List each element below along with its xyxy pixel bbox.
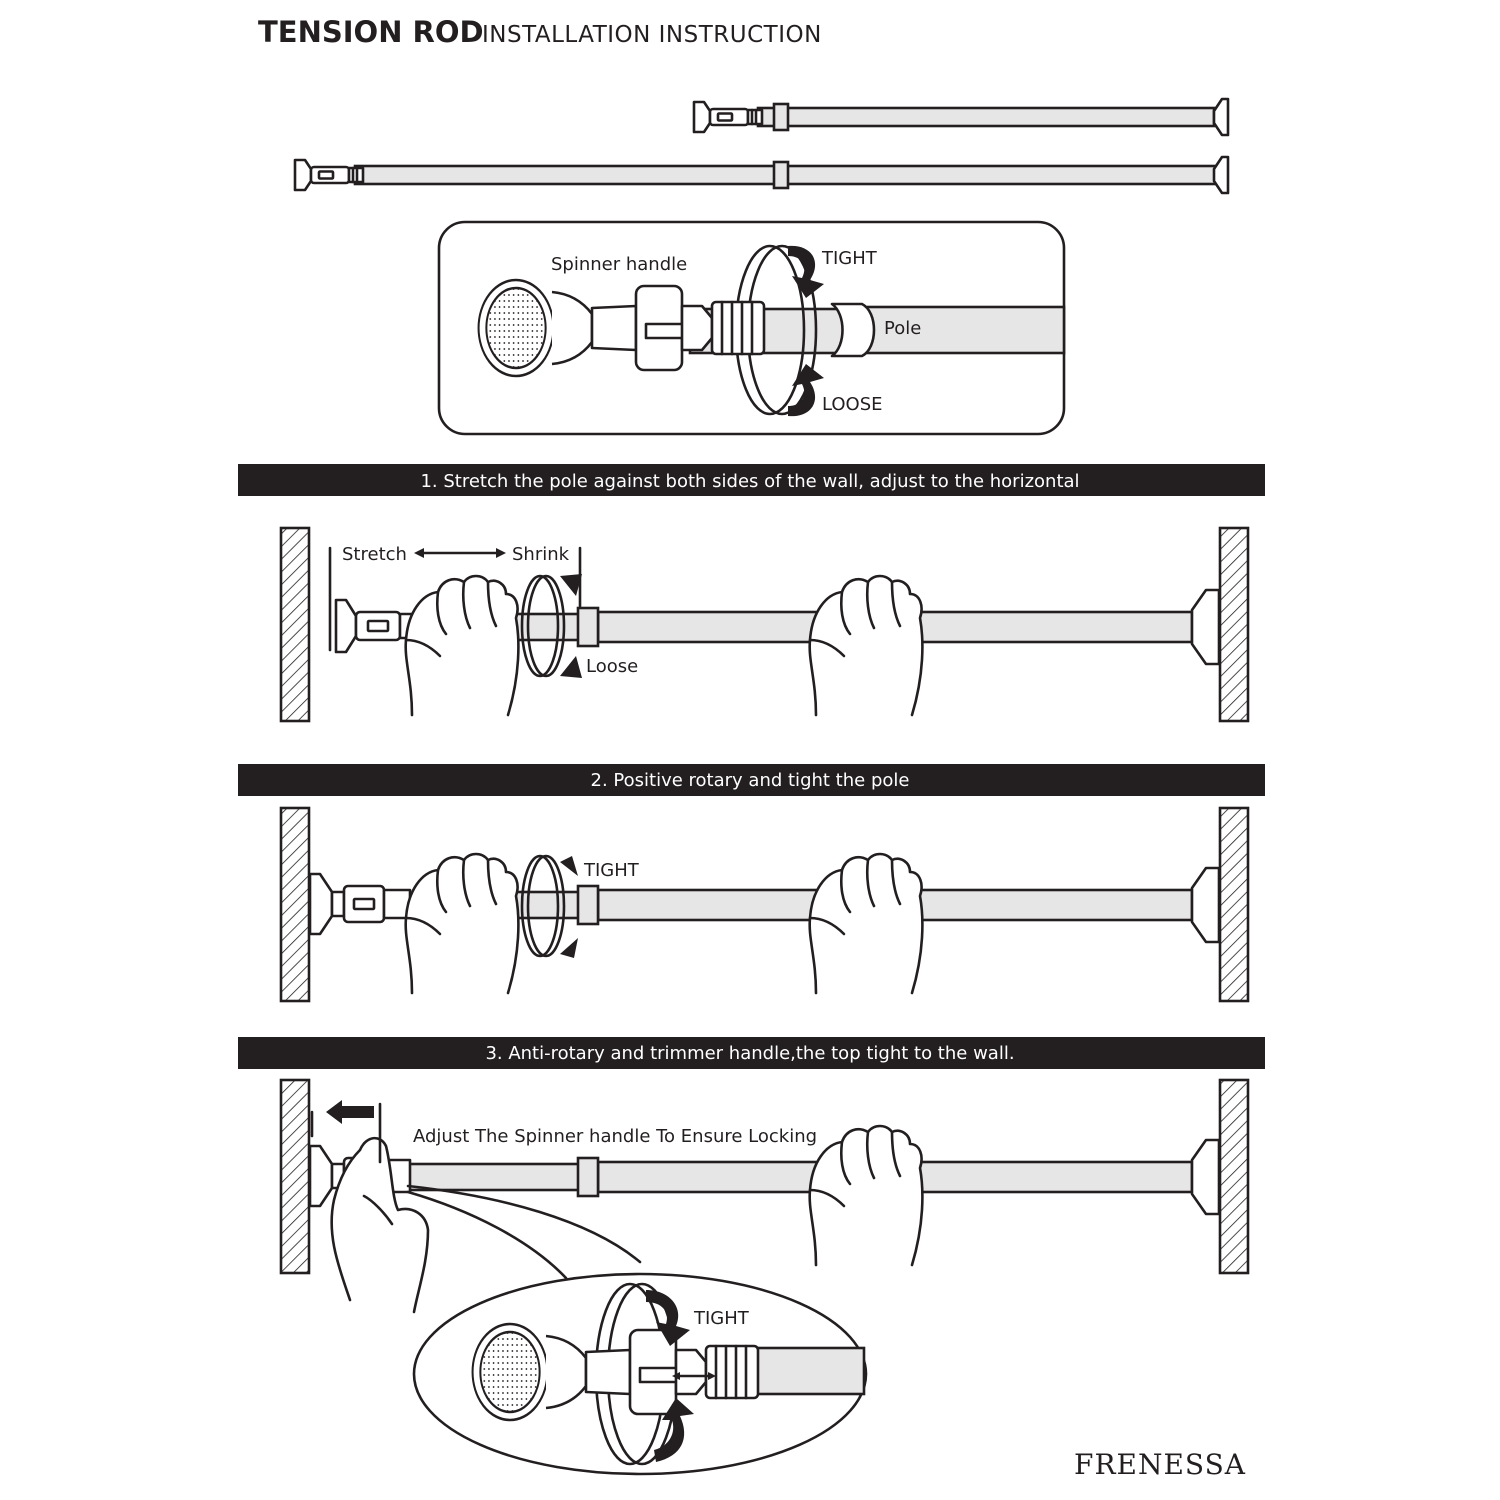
rod-short-illustration: [694, 99, 1228, 135]
step-2-tight-label: TIGHT: [584, 860, 639, 881]
shrink-label: Shrink: [512, 544, 570, 565]
step-2-illustration: [281, 808, 1248, 1001]
left-wall: [281, 528, 309, 721]
spinner-handle-label: Spinner handle: [551, 254, 688, 275]
step-3-illustration: [281, 1080, 1248, 1312]
spinner-detail-panel: [439, 222, 1064, 434]
step-1-loose-label: Loose: [586, 656, 639, 677]
step-1-text: 1. Stretch the pole against both sides of the wall, adjust to the horizontal: [420, 471, 1080, 492]
page-subtitle: INSTALLATION INSTRUCTION: [482, 22, 822, 48]
stretch-label: Stretch: [342, 544, 407, 565]
adjust-spinner-label: Adjust The Spinner handle To Ensure Locking: [413, 1126, 818, 1147]
step-1-illustration: [281, 528, 1248, 721]
step-2-text: 2. Positive rotary and tight the pole: [590, 770, 910, 791]
zoom-tight-label: TIGHT: [694, 1308, 749, 1329]
rod-long-illustration: [295, 157, 1228, 193]
loose-label: LOOSE: [822, 394, 883, 415]
tight-label: TIGHT: [822, 248, 877, 269]
zoom-detail: [414, 1274, 866, 1474]
right-wall: [1220, 528, 1248, 721]
page-title: TENSION ROD: [258, 15, 484, 49]
pole-label: Pole: [884, 318, 922, 339]
step-3-text: 3. Anti-rotary and trimmer handle,the top tight to the wall.: [485, 1043, 1015, 1064]
brand-logo: FRENESSA: [1074, 1448, 1246, 1481]
